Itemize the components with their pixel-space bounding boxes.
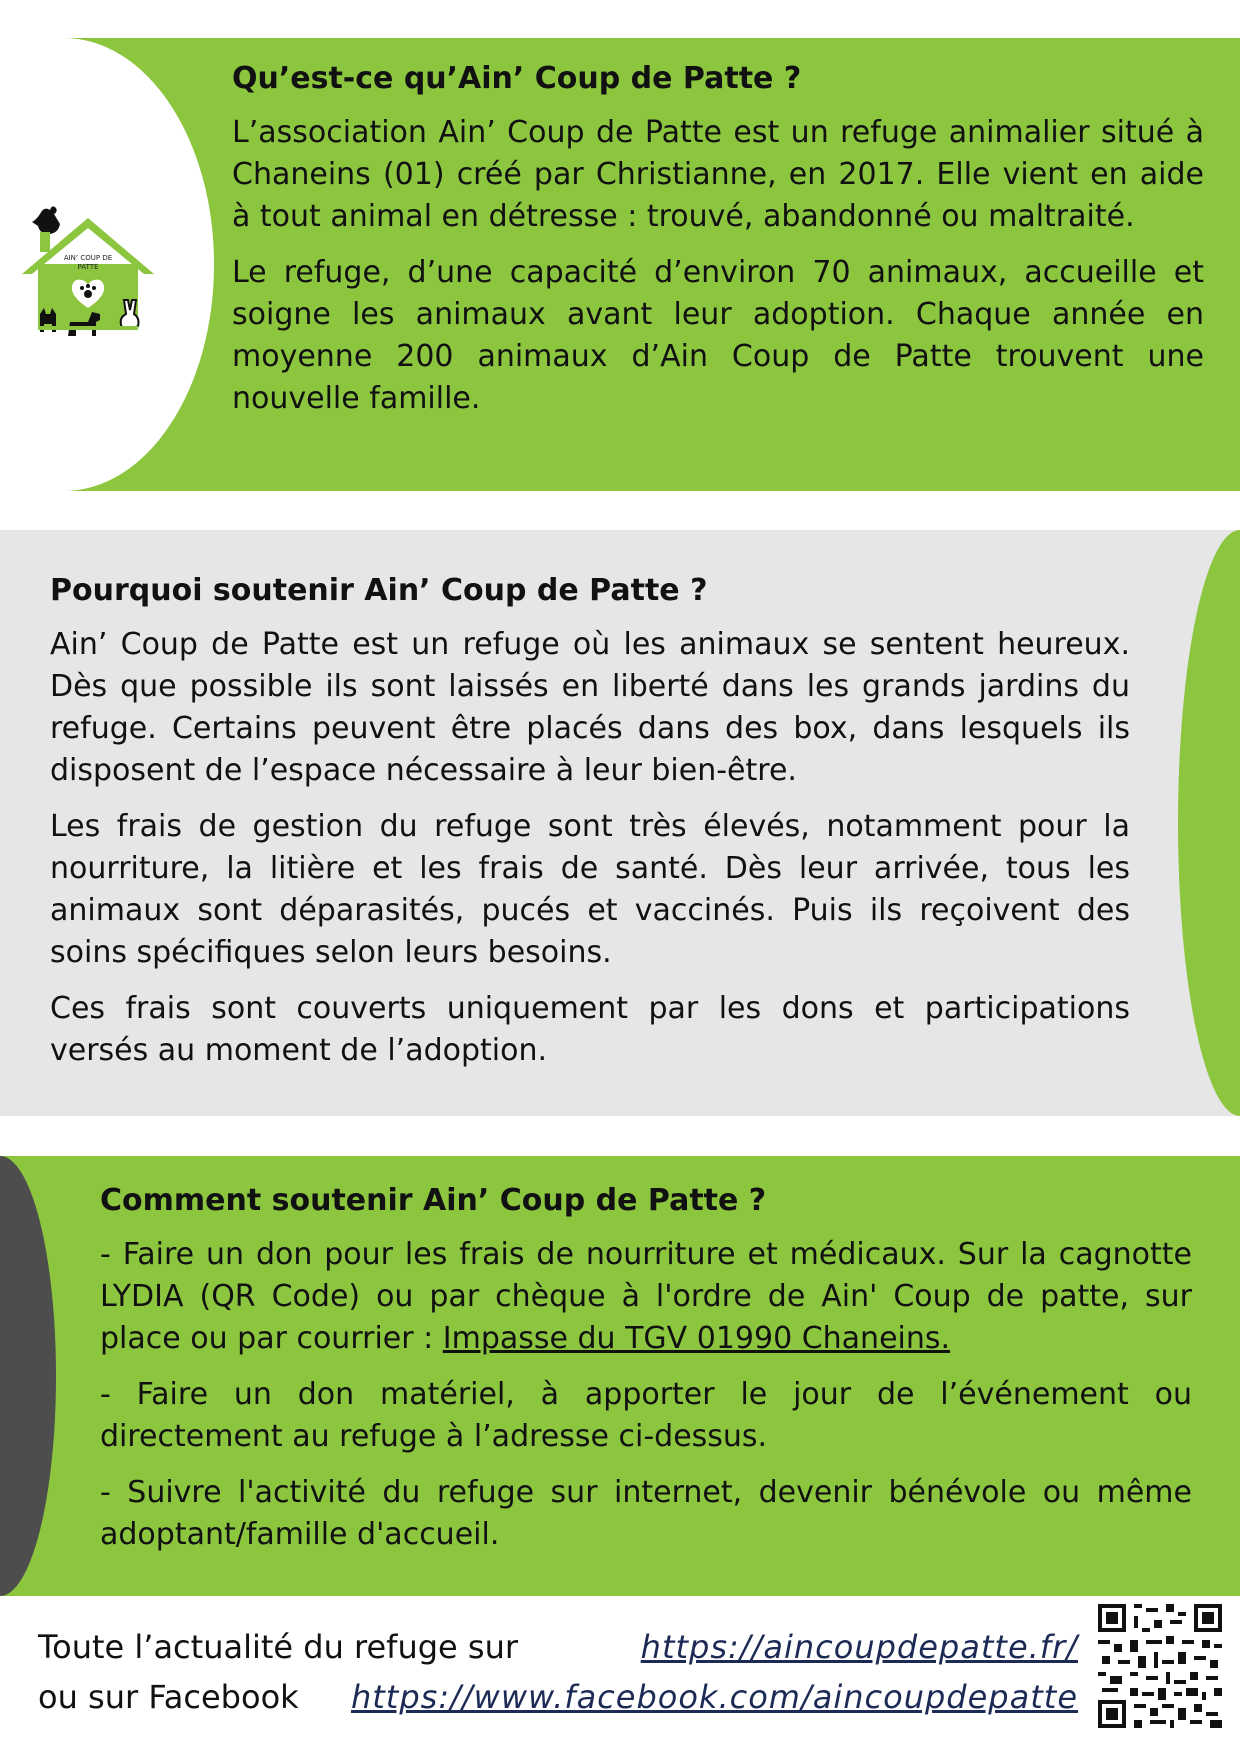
logo xyxy=(18,196,158,356)
logo-text-2: PATTE xyxy=(77,263,99,271)
section-why-support xyxy=(0,530,1240,1116)
section-how-support xyxy=(0,1156,1240,1596)
support-item-material: - Faire un don matériel, à apporter le jour de l’événement ou directement au refuge à l’adresse ci-dessus. xyxy=(100,1377,1192,1454)
footer xyxy=(38,1622,1078,1722)
postal-address: Impasse du TGV 01990 Chaneins. xyxy=(442,1321,951,1356)
section2-content xyxy=(50,572,1130,1086)
support-item-donation-text: - Faire un don pour les frais de nourriture et médicaux. Sur la cagnotte LYDIA (QR Code) ou par chèque à l'ordre de Ain' Coup de patte, sur place ou par courrier : xyxy=(100,1237,1192,1356)
decorative-green-curve xyxy=(1178,530,1240,1116)
footer-website-line xyxy=(38,1622,1078,1672)
footer-facebook-text: ou sur Facebook xyxy=(38,1678,299,1716)
footer-facebook-line xyxy=(38,1672,1078,1722)
support-item-volunteer: - Suivre l'activité du refuge sur internet, devenir bénévole ou même adoptant/famille d'accueil. xyxy=(100,1475,1192,1552)
section1-title: Qu’est-ce qu’Ain’ Coup de Patte ? xyxy=(232,61,802,96)
website-link[interactable]: https://aincoupdepatte.fr/ xyxy=(640,1628,1078,1666)
decorative-dark-curve xyxy=(0,1156,56,1596)
section3-title: Comment soutenir Ain’ Coup de Patte ? xyxy=(100,1183,767,1218)
logo-text-1: AIN’ COUP DE xyxy=(63,254,113,262)
section-what-is xyxy=(0,38,1240,491)
section2-paragraph-2: Les frais de gestion du refuge sont très élevés, notamment pour la nourriture, la litière et les frais de santé. Dès leur arrivée, tous les animaux sont déparasités, pucés et vaccinés. Puis ils reçoivent des soins spécifiques selon leurs besoins. xyxy=(50,809,1130,970)
footer-website-text: Toute l’actualité du refuge sur xyxy=(38,1628,518,1666)
section2-paragraph-1: Ain’ Coup de Patte est un refuge où les animaux se sentent heureux. Dès que possible ils sont laissés en liberté dans les grands jardins du refuge. Certains peuvent être placés dans des box, dans lesquels ils disposent de l’espace nécessaire à leur bien-être. xyxy=(50,627,1130,788)
facebook-link[interactable]: https://www.facebook.com/aincoupdepatte xyxy=(350,1678,1078,1716)
section3-content xyxy=(100,1182,1192,1570)
support-item-donation xyxy=(100,1234,1192,1360)
rooster-icon xyxy=(32,206,60,234)
section1-paragraph-2: Le refuge, d’une capacité d’environ 70 animaux, accueille et soigne les animaux avant leur adoption. Chaque année en moyenne 200 animaux d’Ain Coup de Patte trouvent une nouvelle famille. xyxy=(232,255,1204,416)
section2-paragraph-3: Ces frais sont couverts uniquement par les dons et participations versés au moment de l’adoption. xyxy=(50,991,1130,1068)
section1-content xyxy=(232,60,1204,434)
section2-title: Pourquoi soutenir Ain’ Coup de Patte ? xyxy=(50,573,708,608)
qr-code-icon[interactable] xyxy=(1098,1604,1222,1728)
section1-paragraph-1: L’association Ain’ Coup de Patte est un refuge animalier situé à Chaneins (01) créé par Christianne, en 2017. Elle vient en aide à tout animal en détresse : trouvé, abandonné ou maltraité. xyxy=(232,115,1204,234)
